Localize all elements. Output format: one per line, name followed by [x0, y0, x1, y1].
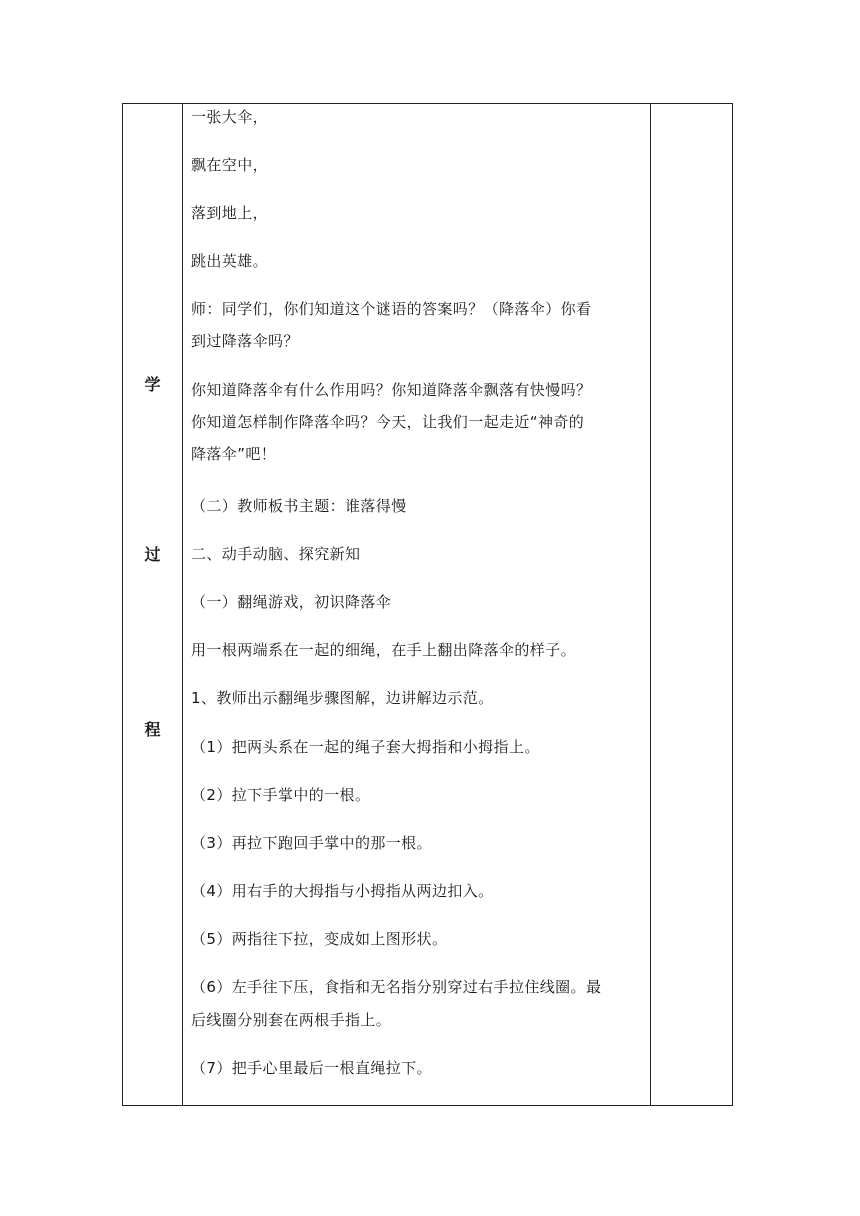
- column-divider-left: [182, 104, 183, 1105]
- paragraph-line: 降落伞”吧！: [191, 445, 277, 463]
- subheading: （二）教师板书主题：谁落得慢: [191, 497, 407, 515]
- paragraph-line: 1、教师出示翻绳步骤图解，边讲解边示范。: [191, 689, 494, 707]
- paragraph-line: 你知道降落伞有什么作用吗？你知道降落伞飘落有快慢吗？: [191, 381, 592, 399]
- paragraph-line: 师：同学们，你们知道这个谜语的答案吗？（降落伞）你看: [191, 300, 592, 318]
- poem-line: 落到地上，: [191, 204, 269, 222]
- section-label-char: 学: [144, 375, 161, 394]
- step-item: （2）拉下手掌中的一根。: [191, 786, 371, 804]
- section-label-char: 程: [144, 720, 161, 739]
- step-item-continued: 后线圈分别套在两根手指上。: [191, 1011, 392, 1029]
- paragraph-line: 到过降落伞吗？: [191, 332, 299, 350]
- step-item: （6）左手往下压，食指和无名指分别穿过右手拉住线圈。最: [191, 978, 602, 996]
- poem-line: 飘在空中，: [191, 156, 269, 174]
- column-divider-right: [650, 104, 651, 1105]
- step-item: （4）用右手的大拇指与小拇指从两边扣入。: [191, 882, 494, 900]
- section-label-char: 过: [144, 545, 161, 564]
- paragraph-line: 用一根两端系在一起的细绳，在手上翻出降落伞的样子。: [191, 641, 577, 659]
- section-heading: 二、动手动脑、探究新知: [191, 545, 361, 563]
- poem-line: 一张大伞，: [191, 108, 269, 126]
- subheading: （一）翻绳游戏，初识降落伞: [191, 593, 392, 611]
- step-item: （3）再拉下跑回手掌中的那一根。: [191, 834, 432, 852]
- poem-line: 跳出英雄。: [191, 252, 269, 270]
- lesson-table: [122, 103, 733, 1106]
- paragraph-line: 你知道怎样制作降落伞吗？今天，让我们一起走近“神奇的: [191, 413, 585, 431]
- step-item: （7）把手心里最后一根直绳拉下。: [191, 1059, 432, 1077]
- step-item: （5）两指往下拉，变成如上图形状。: [191, 930, 448, 948]
- step-item: （1）把两头系在一起的绳子套大拇指和小拇指上。: [191, 738, 540, 756]
